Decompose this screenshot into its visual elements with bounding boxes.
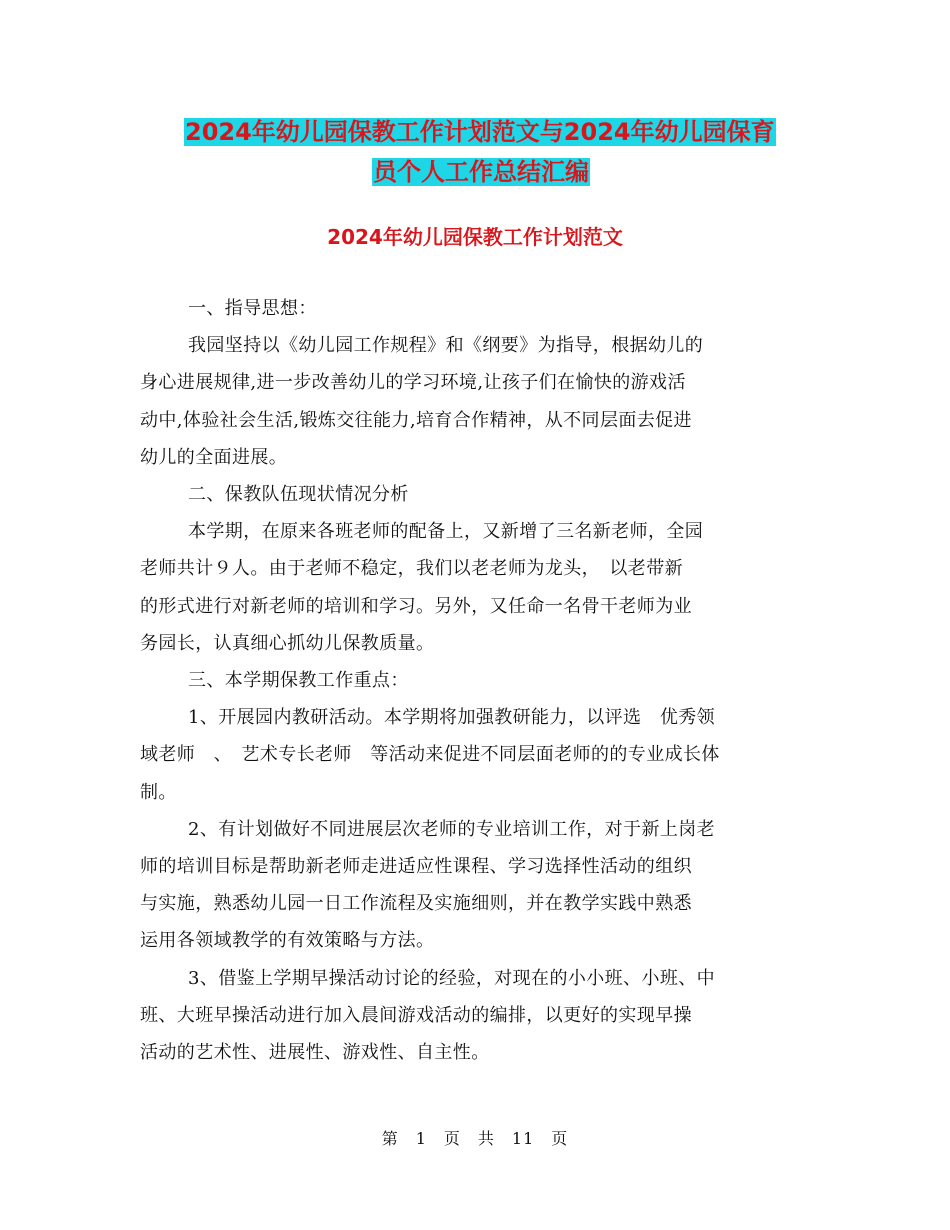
title-line-1 <box>184 112 810 152</box>
paragraph-2 <box>140 513 810 662</box>
paragraph-line: 幼儿的全面进展。 <box>140 446 288 468</box>
paragraph-1 <box>140 327 810 476</box>
heading-text: 二、保教队伍现状情况分析 <box>188 484 409 506</box>
heading-text: 一、指导思想： <box>188 298 317 319</box>
paragraph-3 <box>140 699 810 811</box>
document-title <box>140 112 810 192</box>
paragraph-line: 我园坚持以《幼儿园工作规程》和《纲要》为指导，根据幼儿的 <box>188 335 704 357</box>
paragraph-line: 师的培训目标是帮助新老师走进适应性课程、学习选择性活动的组织 <box>140 856 692 878</box>
paragraph-line: 运用各领域教学的有效策略与方法。 <box>140 930 435 952</box>
paragraph-line: 班、大班早操活动进行加入晨间游戏活动的编排，以更好的实现早操 <box>140 1004 692 1026</box>
heading-staff-analysis <box>140 476 810 513</box>
title-line-2 <box>372 152 810 192</box>
paragraph-line: 2、有计划做好不同进展层次老师的专业培训工作，对于新上岗老 <box>188 818 716 840</box>
paragraph-line: 本学期，在原来各班老师的配备上，又新增了三名新老师，全园 <box>188 521 704 543</box>
heading-key-work <box>140 662 810 699</box>
paragraph-5 <box>140 960 810 1072</box>
paragraph-line: 身心进展规律,进一步改善幼儿的学习环境,让孩子们在愉快的游戏活 <box>140 372 686 394</box>
page-footer: 第 1 页 共 11 页 <box>381 1129 569 1148</box>
paragraph-line: 的形式进行对新老师的培训和学习。另外，又任命一名骨干老师为业 <box>140 595 692 617</box>
paragraph-line: 1、开展园内教研活动。本学期将加强教研能力，以评选 优秀领 <box>188 707 716 729</box>
heading-text: 三、本学期保教工作重点： <box>188 670 409 692</box>
paragraph-line: 活动的艺术性、进展性、游戏性、自主性。 <box>140 1042 490 1064</box>
paragraph-4 <box>140 811 810 960</box>
paragraph-line: 务园长，认真细心抓幼儿保教质量。 <box>140 632 435 654</box>
title-line-1-text: 2024年幼儿园保教工作计划范文与2024年幼儿园保育 <box>185 118 775 146</box>
paragraph-line: 老师共计９人。由于老师不稳定，我们以老老师为龙头， 以老带新 <box>140 558 683 580</box>
paragraph-line: 制。 <box>140 781 177 803</box>
paragraph-line: 动中,体验社会生活,锻炼交往能力,培育合作精神，从不同层面去促进 <box>140 409 692 431</box>
paragraph-line: 与实施，熟悉幼儿园一日工作流程及实施细则，并在教学实践中熟悉 <box>140 893 692 915</box>
paragraph-line: 3、借鉴上学期早操活动讨论的经验，对现在的小小班、小班、中 <box>188 967 716 989</box>
section-subtitle: 2024年幼儿园保教工作计划范文 <box>327 225 623 249</box>
paragraph-line: 域老师 、 艺术专长老师 等活动来促进不同层面老师的的专业成长体 <box>140 744 720 766</box>
title-line-2-text: 员个人工作总结汇编 <box>373 158 589 186</box>
document-body <box>140 290 810 1071</box>
heading-guiding-ideology <box>140 290 810 327</box>
